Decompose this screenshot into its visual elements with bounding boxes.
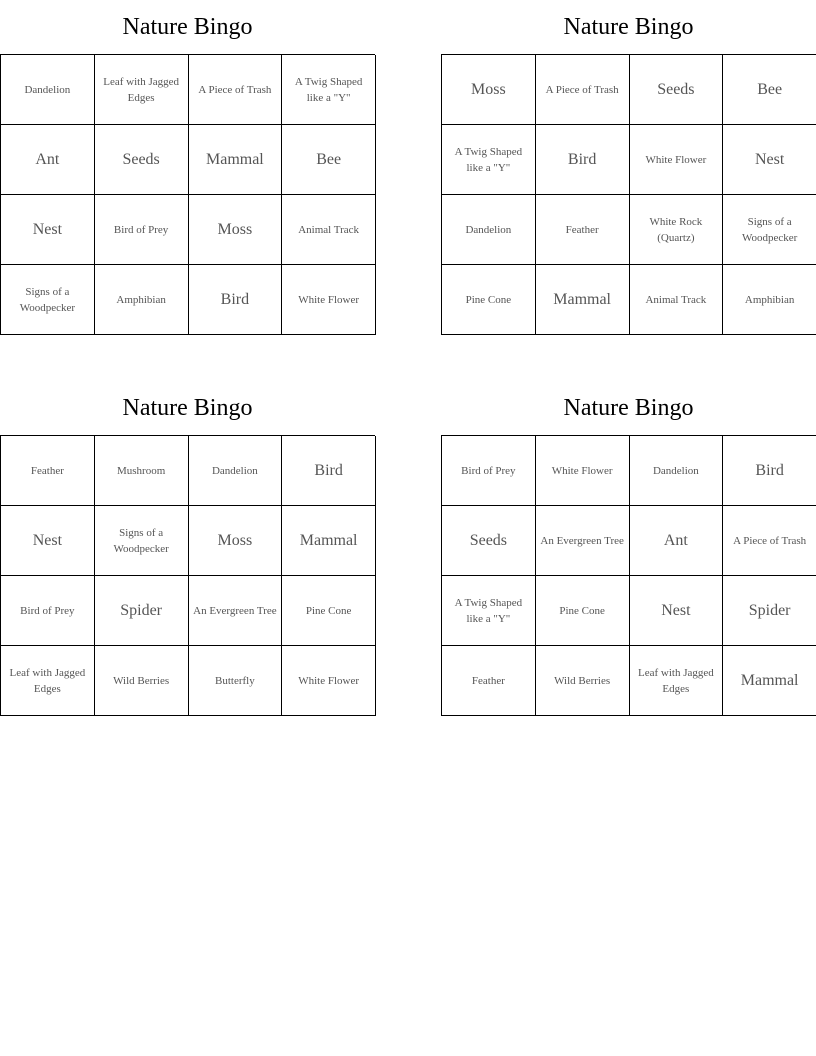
bingo-cell: Dandelion xyxy=(442,195,536,265)
bingo-cell: Dandelion xyxy=(189,436,283,506)
bingo-cell: Mammal xyxy=(282,506,376,576)
card-title: Nature Bingo xyxy=(563,395,694,421)
bingo-cell: Signs of a Woodpecker xyxy=(1,265,95,335)
bingo-cell: Mammal xyxy=(536,265,630,335)
bingo-cell: Animal Track xyxy=(630,265,724,335)
bingo-cell: Leaf with Jagged Edges xyxy=(630,646,724,716)
bingo-cell: Pine Cone xyxy=(536,576,630,646)
bingo-cell: Nest xyxy=(630,576,724,646)
card-title: Nature Bingo xyxy=(122,14,253,40)
bingo-cell: An Evergreen Tree xyxy=(189,576,283,646)
bingo-cell: Signs of a Woodpecker xyxy=(723,195,816,265)
bingo-cell: Bird of Prey xyxy=(1,576,95,646)
bingo-cell: Amphibian xyxy=(723,265,816,335)
bingo-cell: Amphibian xyxy=(95,265,189,335)
bingo-cell: Pine Cone xyxy=(442,265,536,335)
bingo-cell: A Twig Shaped like a "Y" xyxy=(442,125,536,195)
bingo-cell: Bee xyxy=(282,125,376,195)
bingo-cell: A Piece of Trash xyxy=(723,506,816,576)
bingo-cell: Ant xyxy=(630,506,724,576)
bingo-cell: Nest xyxy=(1,195,95,265)
bingo-cell: Leaf with Jagged Edges xyxy=(1,646,95,716)
bingo-grid xyxy=(441,54,816,335)
bingo-cell: Pine Cone xyxy=(282,576,376,646)
bingo-grid xyxy=(0,54,375,335)
bingo-cell: Leaf with Jagged Edges xyxy=(95,55,189,125)
bingo-cell: Seeds xyxy=(442,506,536,576)
bingo-cell: Nest xyxy=(723,125,816,195)
bingo-card-2 xyxy=(441,0,816,335)
bingo-grid xyxy=(0,435,375,716)
bingo-cell: A Piece of Trash xyxy=(189,55,283,125)
bingo-cell: Bird xyxy=(282,436,376,506)
bingo-cell: A Piece of Trash xyxy=(536,55,630,125)
bingo-cell: Moss xyxy=(442,55,536,125)
bingo-cell: White Flower xyxy=(536,436,630,506)
bingo-cell: Mammal xyxy=(723,646,816,716)
bingo-card-4 xyxy=(441,381,816,716)
bingo-cell: Moss xyxy=(189,195,283,265)
bingo-cell: Dandelion xyxy=(630,436,724,506)
bingo-cell: Dandelion xyxy=(1,55,95,125)
bingo-cell: Butterfly xyxy=(189,646,283,716)
bingo-cell: White Flower xyxy=(282,646,376,716)
bingo-cell: A Twig Shaped like a "Y" xyxy=(442,576,536,646)
bingo-cell: Feather xyxy=(1,436,95,506)
bingo-cell: An Evergreen Tree xyxy=(536,506,630,576)
bingo-cell: Seeds xyxy=(630,55,724,125)
bingo-cell: Seeds xyxy=(95,125,189,195)
bingo-cell: Moss xyxy=(189,506,283,576)
bingo-cell: Wild Berries xyxy=(95,646,189,716)
bingo-cell: Bird of Prey xyxy=(442,436,536,506)
bingo-cell: A Twig Shaped like a "Y" xyxy=(282,55,376,125)
bingo-cell: Spider xyxy=(723,576,816,646)
bingo-cell: Wild Berries xyxy=(536,646,630,716)
bingo-cell: Spider xyxy=(95,576,189,646)
bingo-cell: Feather xyxy=(442,646,536,716)
bingo-cell: Bird of Prey xyxy=(95,195,189,265)
bingo-cell: White Flower xyxy=(630,125,724,195)
bingo-cell: Ant xyxy=(1,125,95,195)
bingo-cell: White Rock (Quartz) xyxy=(630,195,724,265)
bingo-card-1 xyxy=(0,0,375,335)
bingo-cell: Animal Track xyxy=(282,195,376,265)
bingo-cell: Bird xyxy=(536,125,630,195)
bingo-grid xyxy=(441,435,816,716)
bingo-cell: Signs of a Woodpecker xyxy=(95,506,189,576)
bingo-cell: Bird xyxy=(189,265,283,335)
card-title: Nature Bingo xyxy=(563,14,694,40)
bingo-card-3 xyxy=(0,381,375,716)
bingo-cell: Mammal xyxy=(189,125,283,195)
card-title: Nature Bingo xyxy=(122,395,253,421)
bingo-cell: Bird xyxy=(723,436,816,506)
bingo-cell: Nest xyxy=(1,506,95,576)
bingo-cell: White Flower xyxy=(282,265,376,335)
bingo-cell: Mushroom xyxy=(95,436,189,506)
bingo-cell: Feather xyxy=(536,195,630,265)
bingo-cell: Bee xyxy=(723,55,816,125)
